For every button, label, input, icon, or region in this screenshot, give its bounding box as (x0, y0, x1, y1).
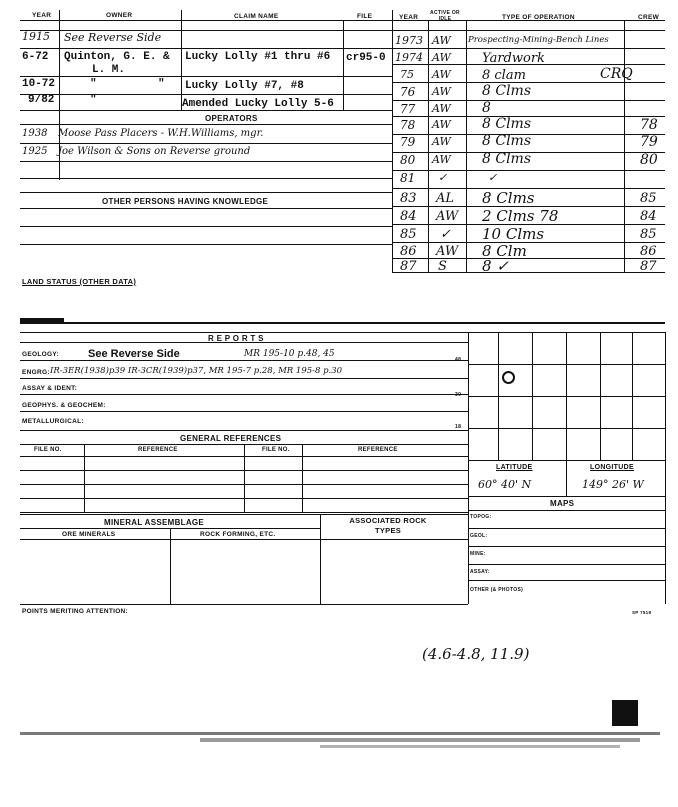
topog-label: TOPOG: (470, 514, 492, 520)
activity-status: AW (432, 118, 451, 131)
activity-status: ✓ (438, 171, 448, 184)
owner-row-2-owner: Quinton, G. E. & (64, 51, 170, 63)
rock-forming-header: ROCK FORMING, ETC. (200, 531, 276, 538)
activity-type: 8 clam (482, 68, 526, 83)
header-file: FILE (357, 13, 373, 20)
activity-year: 80 (400, 153, 416, 167)
gr-reference-header: REFERENCE (138, 447, 178, 453)
owner-row-1-year: 1915 (22, 30, 50, 43)
activity-crew: 80 (640, 152, 658, 168)
owner-row-4-owner: " (90, 94, 97, 106)
activity-crew: 86 (640, 244, 657, 259)
general-references-title: GENERAL REFERENCES (180, 434, 282, 443)
activity-type: 8 Clms (482, 151, 532, 167)
owner-row-2-file: cr95-0 (346, 52, 386, 64)
maps-label: MAPS (550, 499, 575, 508)
activity-year: 76 (400, 85, 416, 99)
activity-type: 8 Clms (482, 189, 535, 207)
activity-type: Prospecting-Mining-Bench Lines (468, 35, 609, 45)
owner-row-3-claim: Lucky Lolly #7, #8 (185, 80, 304, 92)
form-number: SP 7518 (632, 610, 652, 615)
activity-status: AW (432, 85, 451, 98)
activity-status: AW (432, 102, 451, 115)
activity-status: ✓ (440, 227, 451, 242)
operators-label: OPERATORS (205, 114, 258, 123)
longitude-label: LONGITUDE (590, 464, 634, 471)
owner-row-3-owner: " (90, 78, 97, 90)
activity-status: AW (432, 135, 451, 148)
gr-file-no-header-2: FILE NO. (262, 447, 290, 453)
engrg-label: ENGRG: (22, 369, 50, 376)
geology-value: See Reverse Side (88, 348, 180, 360)
activity-year: 87 (400, 259, 417, 274)
owner-row-2-year: 6-72 (22, 51, 49, 63)
activity-crew: 85 (640, 191, 657, 206)
header-type-operation: TYPE OF OPERATION (502, 14, 575, 21)
geophys-label: GEOPHYS. & GEOCHEM: (22, 402, 106, 409)
activity-type: 8 (482, 100, 491, 116)
assay-map-label: ASSAY: (470, 569, 490, 575)
other-photos-label: OTHER (& PHOTOS) (470, 587, 524, 593)
margin-number: 48 (455, 357, 462, 363)
activity-type: 8 Clms (482, 133, 532, 149)
geology-handwritten: MR 195-10 p.48, 45 (244, 349, 335, 359)
activity-year: 81 (400, 171, 416, 185)
operator-1-year: 1938 (22, 128, 48, 139)
assay-label: ASSAY & IDENT: (22, 385, 78, 392)
activity-status: S (438, 259, 447, 274)
owner-row-4-claim: Amended Lucky Lolly 5-6 (182, 98, 334, 110)
activity-status: AW (432, 68, 451, 81)
activity-year: 83 (400, 191, 417, 206)
margin-number: 18 (455, 424, 462, 430)
operator-2-year: 1925 (22, 146, 48, 157)
owner-row-2-owner-cont: L. M. (92, 64, 126, 76)
activity-year: 78 (400, 118, 416, 132)
activity-crew: 79 (640, 134, 658, 150)
owner-row-2-claim: Lucky Lolly #1 thru #6 (185, 51, 331, 63)
corner-mark (612, 700, 638, 726)
bottom-handwritten-note: (4.6-4.8, 11.9) (422, 645, 530, 663)
gr-file-no-header: FILE NO. (34, 447, 62, 453)
margin-number: 30 (455, 392, 462, 398)
activity-type: 8 Clms (482, 116, 532, 132)
header-crew: CREW (638, 14, 660, 21)
activity-year: 1973 (395, 34, 423, 47)
activity-year: 1974 (395, 51, 423, 64)
activity-type: 2 Clms 78 (482, 207, 559, 225)
mine-label: MINE: (470, 551, 486, 557)
activity-type: Yardwork (482, 51, 545, 66)
points-meriting-attention-label: POINTS MERITING ATTENTION: (22, 608, 129, 615)
activity-status: AL (436, 191, 455, 206)
engrg-value: IR-3ER(1938)p39 IR-3CR(1939)p37, MR 195-7 p.28, MR 195-8 p.30 (50, 366, 343, 376)
longitude-value: 149° 26' W (582, 478, 644, 491)
activity-year: 75 (400, 68, 414, 81)
operator-2-text: Joe Wilson & Sons on Reverse ground (58, 146, 251, 157)
activity-type: 8 ✓ (482, 257, 509, 275)
others-label: OTHER PERSONS HAVING KNOWLEDGE (102, 197, 269, 206)
owner-row-4-year: 9/82 (28, 94, 55, 106)
header-claim-name: CLAIM NAME (234, 13, 279, 20)
activity-status: AW (432, 34, 451, 47)
header-year-2: YEAR (399, 14, 419, 21)
activity-year: 84 (400, 209, 417, 224)
activity-type: ✓ (488, 171, 498, 184)
location-marker (502, 371, 515, 384)
associated-rock-types: ASSOCIATED ROCK TYPES (349, 516, 427, 535)
activity-crew: 84 (640, 209, 657, 224)
ore-minerals-header: ORE MINERALS (62, 531, 116, 538)
latitude-value: 60° 40' N (478, 478, 532, 491)
owner-row-1-owner: See Reverse Side (64, 31, 162, 44)
activity-status: AW (436, 244, 459, 259)
activity-crew: CRQ (600, 66, 633, 82)
gr-reference-header-2: REFERENCE (358, 447, 398, 453)
metallurgical-label: METALLURGICAL: (22, 418, 84, 425)
activity-year: 85 (400, 227, 417, 242)
activity-year: 79 (400, 135, 416, 149)
header-owner: OWNER (106, 12, 133, 19)
header-year: YEAR (32, 12, 52, 19)
activity-crew: 85 (640, 227, 657, 242)
latitude-label: LATITUDE (496, 464, 533, 471)
owner-row-3-year: 10-72 (22, 78, 56, 90)
activity-type: 10 Clms (482, 225, 545, 243)
owner-row-3-owner-ditto: " (158, 78, 165, 90)
activity-type: 8 Clm (482, 242, 527, 260)
header-active-idle: ACTIVE OR IDLE (430, 10, 460, 22)
land-status-label: LAND STATUS (OTHER DATA) (22, 277, 137, 286)
activity-status: AW (432, 51, 451, 64)
activity-type: 8 Clms (482, 83, 532, 99)
activity-crew: 87 (640, 259, 657, 274)
activity-year: 86 (400, 244, 417, 259)
activity-crew: 78 (640, 117, 658, 133)
activity-status: AW (436, 209, 459, 224)
reports-title: R E P O R T S (208, 334, 264, 343)
geology-label: GEOLOGY: (22, 351, 59, 358)
mineral-assemblage-title: MINERAL ASSEMBLAGE (104, 518, 205, 527)
operator-1-text: Moose Pass Placers - W.H.Williams, mgr. (58, 128, 264, 139)
geol-label: GEOL: (470, 533, 488, 539)
activity-year: 77 (400, 102, 416, 116)
activity-status: AW (432, 153, 451, 166)
